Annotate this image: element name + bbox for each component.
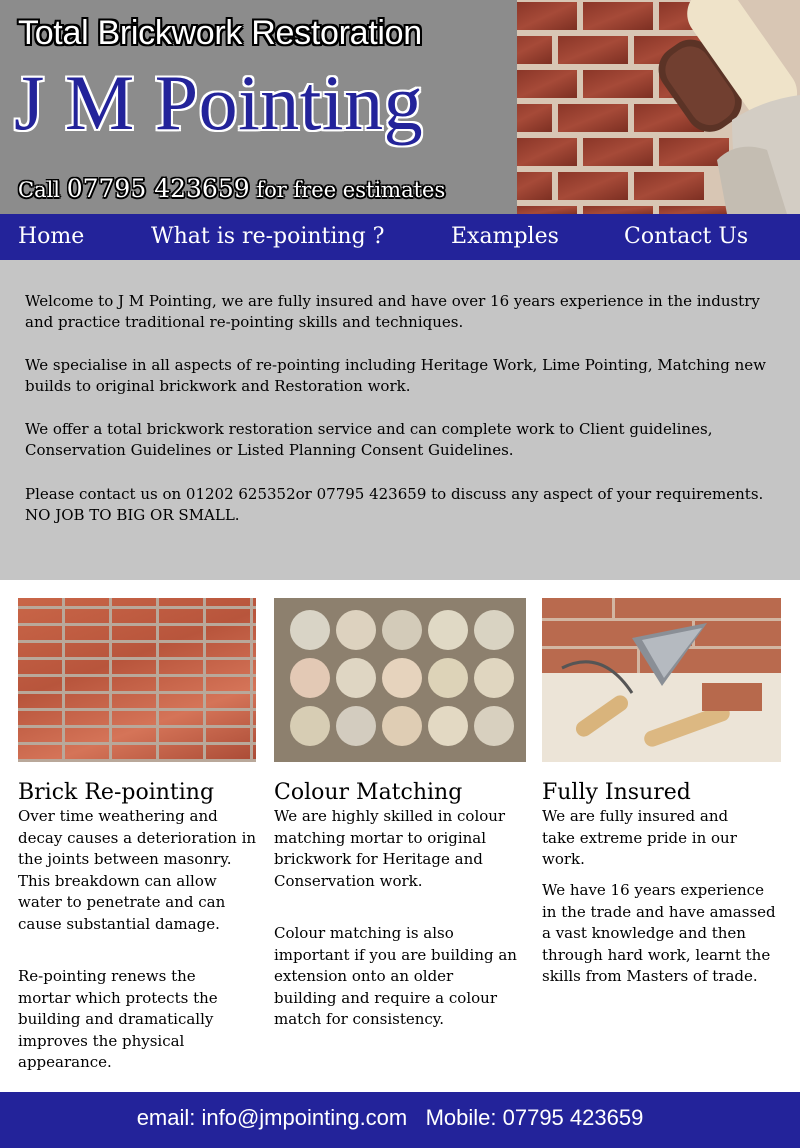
main-nav [0,214,800,260]
mortar-sample [382,610,422,650]
mortar-sample [428,706,468,746]
feature-text: Re-pointing renews the mortar which protects the building and dramatically improves the physical appearance. [18,967,218,1071]
mortar-sample [428,658,468,698]
feature-text: Colour matching is also important if you are building an extension onto an older building and require a colour match for consistency. [274,924,517,1028]
mortar-sample [290,706,330,746]
nav-examples-link[interactable]: Examples [451,224,559,249]
site-tagline: Total Brickwork Restoration [18,14,422,52]
call-line [18,174,445,203]
intro-paragraph-welcome: Welcome to J M Pointing, we are fully insured and have over 16 years experience in the industry and practice traditional re-pointing skills and techniques. [25,292,760,331]
intro-paragraph-service: We offer a total brickwork restoration service and can complete work to Client guidelines, Conservation Guidelines or Listed Planning Consent Guidelines. [25,420,713,459]
site-header [0,0,800,214]
mortar-sample [336,610,376,650]
call-suffix: for free estimates [256,178,446,202]
mortar-sample [382,658,422,698]
nav-what-is-repointing-link[interactable]: What is re-pointing ? [151,224,385,249]
call-number: 07795 423659 [66,174,250,203]
feature-title: Fully Insured [542,780,691,805]
brick-wall-photo [18,598,256,762]
feature-title: Brick Re-pointing [18,780,215,805]
mortar-sample [428,610,468,650]
mortar-sample [382,706,422,746]
feature-title: Colour Matching [274,780,463,805]
nav-home-link[interactable]: Home [18,224,85,249]
call-prefix: Call [18,178,61,202]
header-photo-brush-on-brick [517,0,800,214]
mortar-sample [474,706,514,746]
intro-paragraph-contact: Please contact us on 01202 625352or 07795 423659 to discuss any aspect of your requirements. NO JOB TO BIG OR SMALL. [25,485,764,524]
header-banner [0,0,517,214]
feature-text: We are highly skilled in colour matching mortar to original brickwork for Heritage and Conservation work. [274,807,506,890]
trowel-tools-illustration [542,598,781,762]
mortar-samples-photo [274,598,526,762]
mortar-sample [290,658,330,698]
mortar-sample [290,610,330,650]
feature-text: Over time weathering and decay causes a deterioration in the joints between masonry. This breakdown can allow water to penetrate and can cause substantial damage. [18,807,257,933]
feature-text: We have 16 years experience in the trade and have amassed a vast knowledge and then through hard work, learnt the skills from Masters of trade. [542,881,776,985]
header-photo-illustration [517,0,800,214]
mortar-sample [474,610,514,650]
intro-paragraph-specialise: We specialise in all aspects of re-pointing including Heritage Work, Lime Pointing, Matching new builds to original brickwork and Restoration work. [25,356,766,395]
site-logo-text: J M Pointing [14,59,424,146]
mortar-sample [474,658,514,698]
mortar-sample [336,658,376,698]
site-footer [0,1092,800,1148]
feature-text: We are fully insured and take extreme pride in our work. [542,807,737,868]
footer-contact-text: email: info@jmpointing.com Mobile: 07795 423659 [136,1105,644,1130]
nav-contact-link[interactable]: Contact Us [624,224,749,249]
trowel-tools-photo [542,598,781,762]
mortar-sample [336,706,376,746]
intro-section [0,260,800,580]
